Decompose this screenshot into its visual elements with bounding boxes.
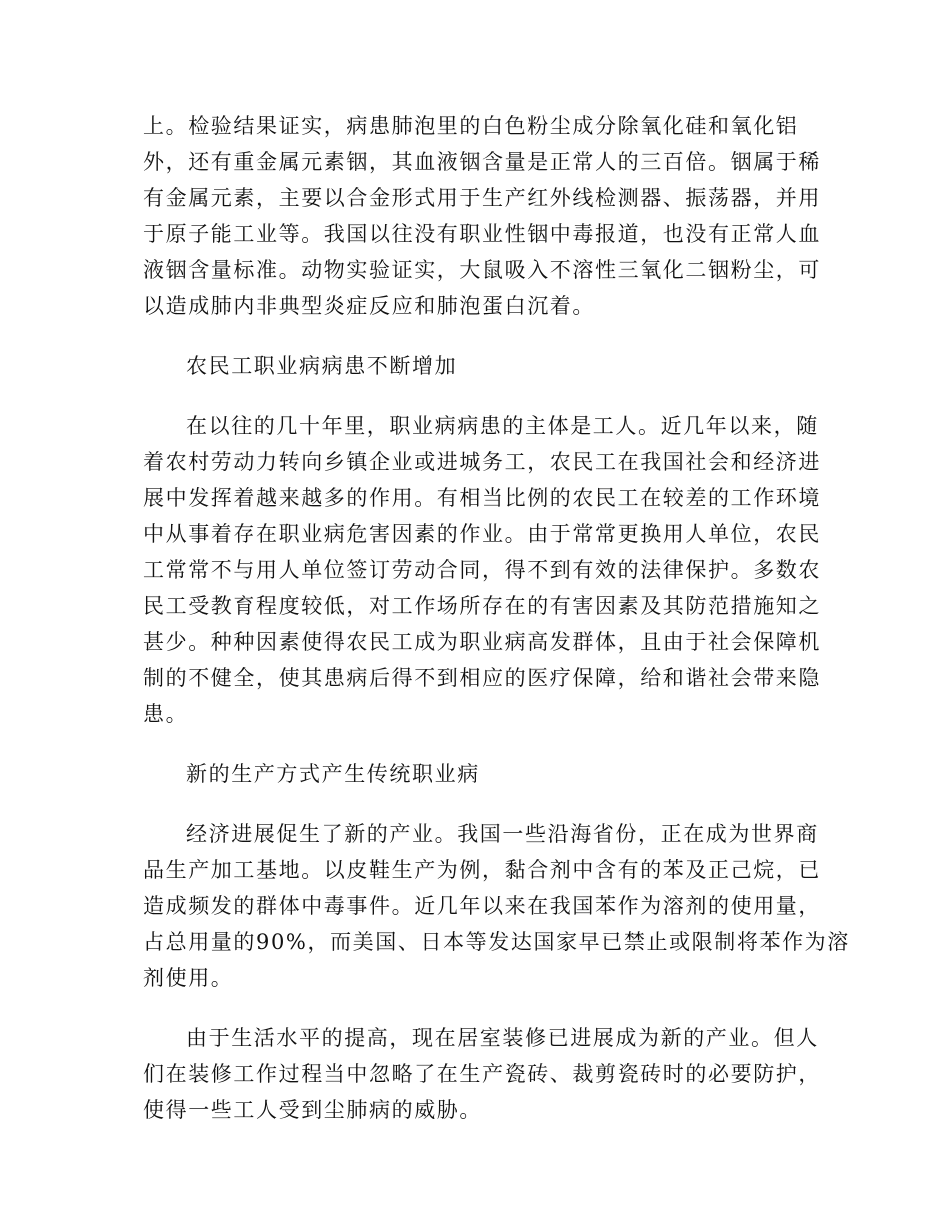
- text-line: 着农村劳动力转向乡镇企业或进城务工，农民工在我国社会和经济进: [143, 450, 821, 474]
- text-line: 经济进展促生了新的产业。我国一些沿海省份，正在成为世界商: [186, 822, 819, 846]
- text-line: 展中发挥着越来越多的作用。有相当比例的农民工在较差的工作环境: [143, 486, 821, 510]
- text-line: 外，还有重金属元素铟，其血液铟含量是正常人的三百倍。铟属于稀: [143, 150, 821, 174]
- text-line: 使得一些工人受到尘肺病的威胁。: [143, 1098, 482, 1122]
- text-line: 剂使用。: [143, 966, 234, 990]
- text-line: 制的不健全，使其患病后得不到相应的医疗保障，给和谐社会带来隐: [143, 666, 821, 690]
- text-line: 在以往的几十年里，职业病病患的主体是工人。近几年以来，随: [186, 414, 819, 438]
- text-line: 们在装修工作过程当中忽略了在生产瓷砖、裁剪瓷砖时的必要防护，: [143, 1062, 821, 1086]
- text-line: 工常常不与用人单位签订劳动合同，得不到有效的法律保护。多数农: [143, 558, 821, 582]
- text-line: 于原子能工业等。我国以往没有职业性铟中毒报道，也没有正常人血: [143, 222, 821, 246]
- text-line: 品生产加工基地。以皮鞋生产为例，黏合剂中含有的苯及正己烷，已: [143, 858, 821, 882]
- text-line: 占总用量的90%，而美国、日本等发达国家早已禁止或限制将苯作为溶: [143, 930, 850, 954]
- text-line: 甚少。种种因素使得农民工成为职业病高发群体，且由于社会保障机: [143, 630, 821, 654]
- text-line: 液铟含量标准。动物实验证实，大鼠吸入不溶性三氧化二铟粉尘，可: [143, 258, 821, 282]
- text-line: 以造成肺内非典型炎症反应和肺泡蛋白沉着。: [143, 294, 595, 318]
- text-line: 由于生活水平的提高，现在居室装修已进展成为新的产业。但人: [186, 1026, 819, 1050]
- text-line: 造成频发的群体中毒事件。近几年以来在我国苯作为溶剂的使用量，: [143, 894, 821, 918]
- section-heading: 新的生产方式产生传统职业病: [186, 762, 480, 786]
- text-line: 上。检验结果证实，病患肺泡里的白色粉尘成分除氧化硅和氧化铝: [143, 114, 799, 138]
- text-line: 有金属元素，主要以合金形式用于生产红外线检测器、振荡器，并用: [143, 186, 821, 210]
- text-line: 民工受教育程度较低，对工作场所存在的有害因素及其防范措施知之: [143, 594, 821, 618]
- text-line: 中从事着存在职业病危害因素的作业。由于常常更换用人单位，农民: [143, 522, 821, 546]
- section-heading: 农民工职业病病患不断增加: [186, 354, 458, 378]
- text-line: 患。: [143, 702, 189, 726]
